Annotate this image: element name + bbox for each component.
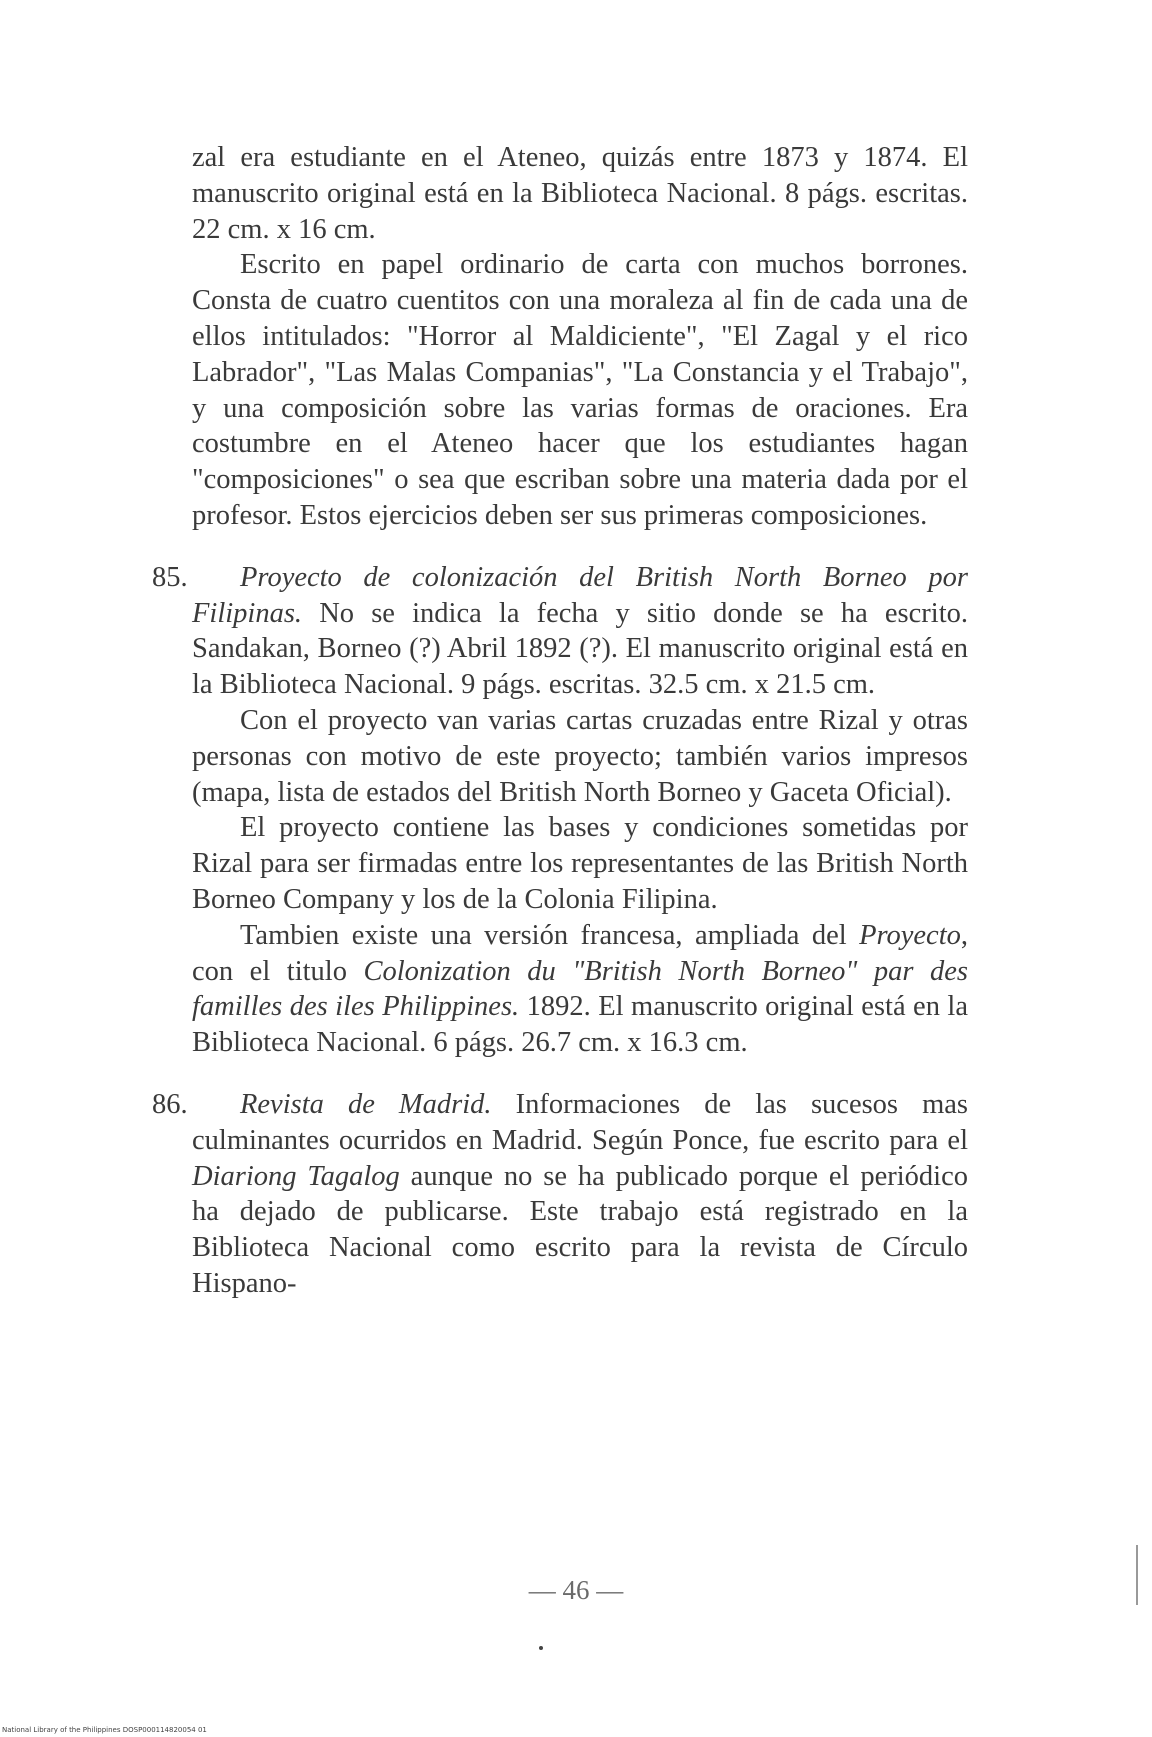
entry-85-p4-text-b: , con el titulo bbox=[192, 919, 968, 987]
dot-mark bbox=[539, 1646, 543, 1650]
entry-gap bbox=[192, 534, 968, 560]
entry-85-title: Proyecto de colonización del British North Borneo por Filipinas. bbox=[192, 561, 968, 629]
body-text bbox=[152, 140, 969, 1302]
entry-85-paragraph-4 bbox=[192, 918, 968, 1061]
entry-85-p4-italic-1: Proyecto bbox=[859, 919, 961, 951]
entry-85 bbox=[152, 560, 968, 703]
edge-mark bbox=[1136, 1545, 1138, 1605]
entry-gap bbox=[192, 1061, 968, 1087]
entry-85-p4-italic-2: Colonization du "British North Borneo" par des familles des iles Philippines. bbox=[192, 955, 969, 1023]
entry-86-title: Revista de Madrid. bbox=[240, 1088, 492, 1120]
entry-85-number: 85. bbox=[152, 561, 188, 593]
footer-credit: National Library of the Philippines DOSP000114820054 01 bbox=[2, 1726, 207, 1734]
entry-85-paragraph-3: El proyecto contiene las bases y condiciones sometidas por Rizal para ser firmadas entre los representantes de las British North Borneo Company y los de la Colonia Filipina. bbox=[192, 812, 968, 915]
entry-86-number: 86. bbox=[152, 1088, 188, 1120]
paragraph-description: Escrito en papel ordinario de carta con muchos borrones. Consta de cuatro cuentitos con una moraleza al fin de cada una de ellos intitulados: "Horror al Maldiciente", "El Zagal y el rico Labrador", "Las Malas Companias", "La Constancia y el Trabajo", y una composición sobre las varias formas de oraciones. Era costumbre en el Ateneo hacer que los estudiantes hagan "composiciones" o sea que escriban sobre una materia dada por el profesor. Estos ejercicios deben ser sus primeras composiciones. bbox=[192, 249, 968, 531]
entry-86-italic: Diariong Tagalog bbox=[192, 1160, 400, 1192]
entry-85-p4-text-c: 1892. El manuscrito original está en la Biblioteca Nacional. 6 págs. 26.7 cm. x 16.3 cm. bbox=[192, 991, 968, 1059]
page-number: — 46 — bbox=[528, 1575, 624, 1605]
entry-85-paragraph-2: Con el proyecto van varias cartas cruzadas entre Rizal y otras personas con motivo de este proyecto; también varios impresos (mapa, lista de estados del British North Borneo y Gaceta Oficial). bbox=[192, 704, 968, 808]
entry-86 bbox=[152, 1087, 968, 1302]
entry-86-text-b: aunque no se ha publicado porque el periódico ha dejado de publicarse. Este trabajo está registrado en la Biblioteca Nacional como escrito para la revista de Círculo Hispano- bbox=[192, 1160, 968, 1299]
entry-86-text-a: Informaciones de las sucesos mas culminantes ocurridos en Madrid. Según Ponce, fue escrito para el bbox=[192, 1088, 968, 1156]
entry-85-p4-text-a: Tambien existe una versión francesa, ampliada del bbox=[240, 919, 860, 951]
paragraph-continuation: zal era estudiante en el Ateneo, quizás entre 1873 y 1874. El manuscrito original está en la Biblioteca Nacional. 8 págs. escritas. 22 cm. x 16 cm. bbox=[192, 142, 968, 245]
entry-85-text: No se indica la fecha y sitio donde se ha escrito. Sandakan, Borneo (?) Abril 1892 (?). El manuscrito original está en la Biblioteca Nacional. 9 págs. escritas. 32.5 cm. x 21.5 cm. bbox=[192, 597, 968, 701]
